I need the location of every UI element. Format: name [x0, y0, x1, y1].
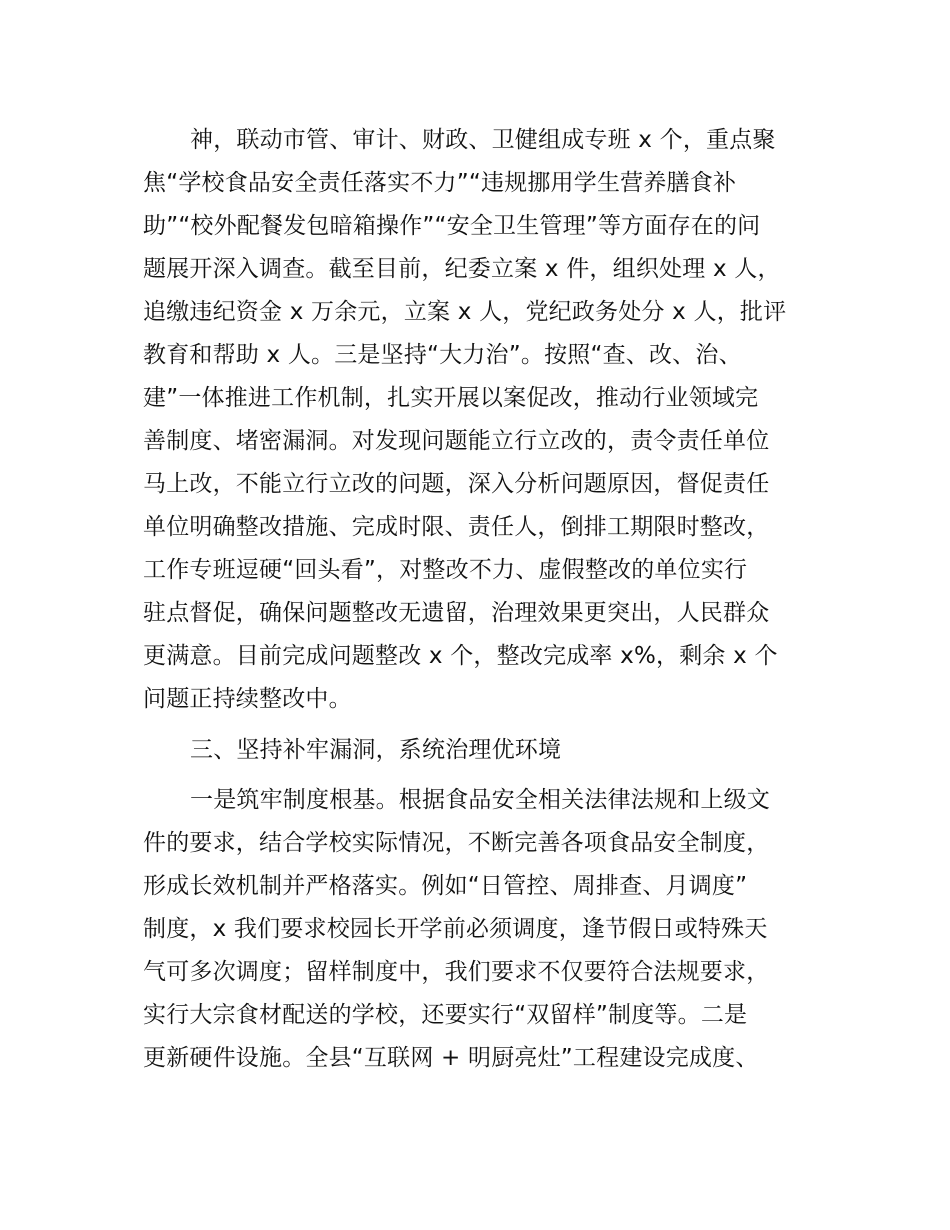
body-text-line: 实行大宗食材配送的学校，还要实行“双留样”制度等。二是 — [143, 1002, 748, 1028]
body-text-line: 驻点督促，确保问题整改无遗留，治理效果更突出，人民群众 — [143, 600, 770, 626]
body-text-line: 神，联动市管、审计、财政、卫健组成专班 x 个，重点聚 — [190, 127, 776, 153]
body-text-line: 题展开深入调查。截至目前，纪委立案 x 件，组织处理 x 人， — [143, 256, 781, 282]
body-text-line: 更新硬件设施。全县“互联网 + 明厨亮灶”工程建设完成度、 — [143, 1045, 759, 1071]
body-text-line: 形成长效机制并严格落实。例如“日管控、周排查、月调度” — [143, 873, 748, 899]
body-text-line: 件的要求，结合学校实际情况，不断完善各项食品安全制度， — [143, 830, 770, 856]
body-text-line: 助”“校外配餐发包暗箱操作”“安全卫生管理”等方面存在的问 — [143, 213, 761, 239]
body-text-line: 马上改，不能立行立改的问题，深入分析问题原因，督促责任 — [143, 471, 770, 497]
body-text-line: 工作专班逗硬“回头看”，对整改不力、虚假整改的单位实行 — [143, 557, 748, 583]
body-text-line: 制度，x 我们要求校园长开学前必须调度，逢节假日或特殊天 — [143, 916, 768, 942]
body-text-line: 教育和帮助 x 人。三是坚持“大力治”。按照“查、改、治、 — [143, 342, 742, 368]
section-heading: 三、坚持补牢漏洞，系统治理优环境 — [190, 737, 562, 763]
body-text-line: 建”一体推进工作机制，扎实开展以案促改，推动行业领域完 — [143, 385, 759, 411]
body-text-line: 气可多次调度；留样制度中，我们要求不仅要符合法规要求， — [143, 959, 770, 985]
body-text-line: 善制度、堵密漏洞。对发现问题能立行立改的，责令责任单位 — [143, 428, 770, 454]
body-text-line: 焦“学校食品安全责任落实不力”“违规挪用学生营养膳食补 — [143, 170, 737, 196]
body-text-line: 问题正持续整改中。 — [143, 686, 352, 712]
body-text-line: 更满意。目前完成问题整改 x 个，整改完成率 x%，剩余 x 个 — [143, 643, 778, 669]
body-text-line: 一是筑牢制度根基。根据食品安全相关法律法规和上级文 — [190, 787, 770, 813]
body-text-line: 单位明确整改措施、完成时限、责任人，倒排工期限时整改， — [143, 514, 770, 540]
body-text-line: 追缴违纪资金 x 万余元，立案 x 人，党纪政务处分 x 人，批评 — [143, 299, 787, 325]
